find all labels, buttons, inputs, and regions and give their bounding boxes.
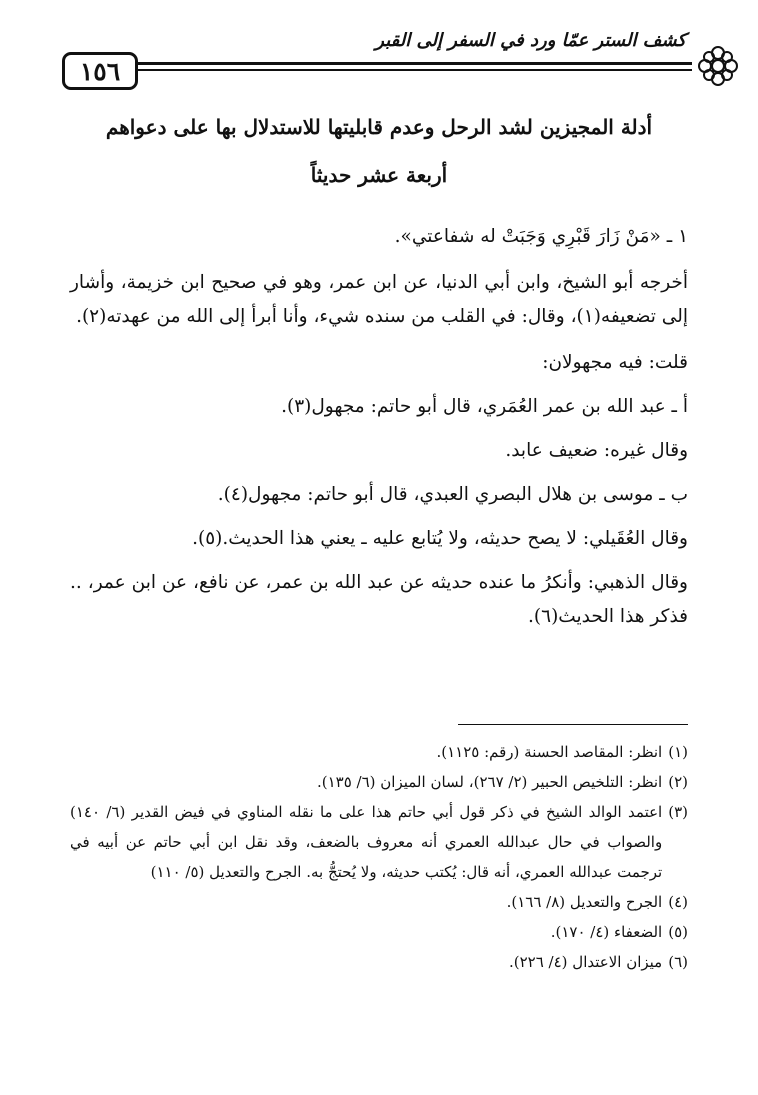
dhahabi-paragraph: وقال الذهبي: وأنكرُ ما عنده حديثه عن عبد الله بن عمر، عن نافع، عن ابن عمر، .. فذكر هذا الحديث(٦). [70, 572, 688, 627]
running-title: كشف الستر عمّا ورد في السفر إلى القبر [375, 30, 686, 51]
footnote-text: ميزان الاعتدال (٤/ ٢٢٦). [508, 953, 663, 971]
footnote-number: (٣) [668, 803, 688, 821]
footnote-number: (٦) [668, 953, 688, 971]
footnote-number: (٢) [668, 773, 688, 791]
footnote-number: (٤) [668, 893, 688, 911]
footnote-text: الضعفاء (٤/ ١٧٠). [550, 923, 663, 941]
footnote-number: (٥) [668, 923, 688, 941]
footnote [70, 737, 688, 767]
footnote [70, 767, 688, 797]
header-rule [136, 62, 692, 65]
footnote-text: انظر: المقاصد الحسنة (رقم: ١١٢٥). [436, 743, 663, 761]
footnote [70, 947, 688, 977]
footnote-number: (١) [668, 743, 688, 761]
narrator-a-paragraph: أ ـ عبد الله بن عمر العُمَري، قال أبو حاتم: مجهول(٣). [281, 396, 688, 417]
footnote [70, 887, 688, 917]
other-opinion-paragraph: وقال غيره: ضعيف عابد. [505, 440, 688, 461]
header-rule-thin [136, 69, 692, 71]
narrator-b-paragraph: ب ـ موسى بن هلال البصري العبدي، قال أبو حاتم: مجهول(٤). [217, 484, 688, 505]
footnote [70, 797, 688, 887]
uqayli-paragraph: وقال العُقَيلي: لا يصح حديثه، ولا يُتابع عليه ـ يعني هذا الحديث.(٥). [192, 528, 688, 549]
footnote-text: الجرح والتعديل (٨/ ١٦٦). [506, 893, 663, 911]
main-text [70, 220, 688, 646]
footnote [70, 917, 688, 947]
page-header [62, 28, 692, 108]
comment-paragraph: قلت: فيه مجهولان: [542, 352, 688, 373]
hadith-text: ١ ـ «مَنْ زَارَ قَبْرِي وَجَبَتْ له شفاعتي». [394, 226, 688, 247]
section-title: أدلة المجيزين لشد الرحل وعدم قابليتها للاستدلال بها على دعواهم [105, 115, 653, 139]
page-number: ١٥٦ [62, 52, 138, 90]
flower-ornament-icon [694, 42, 742, 90]
section-subtitle: أربعة عشر حديثاً [310, 163, 448, 187]
footnote-text: اعتمد الوالد الشيخ في ذكر قول أبي حاتم هذا على ما نقله المناوي في فيض القدير (٦/ ١٤٠) والصواب في حال عبدالله العمري أنه معروف بالضعف، وقد نقل ابن أبي حاتم عن أبيه في ترجمت عبدالله العمري، أنه قال: يُكتب حديثه، ولا يُحتجُّ به. الجرح والتعديل (٥/ ١١٠) [70, 803, 663, 881]
footnote-divider [458, 724, 688, 725]
takhrij-paragraph: أخرجه أبو الشيخ، وابن أبي الدنيا، عن ابن عمر، وهو في صحيح ابن خزيمة، وأشار إلى تضعيفه(١)، وقال: في القلب من سنده شيء، وأنا أبرأ إلى الله من عهدته(٢). [70, 272, 688, 327]
footnote-text: انظر: التلخيص الحبير (٢/ ٢٦٧)، لسان الميزان (٦/ ١٣٥). [316, 773, 663, 791]
footnotes [70, 737, 688, 977]
